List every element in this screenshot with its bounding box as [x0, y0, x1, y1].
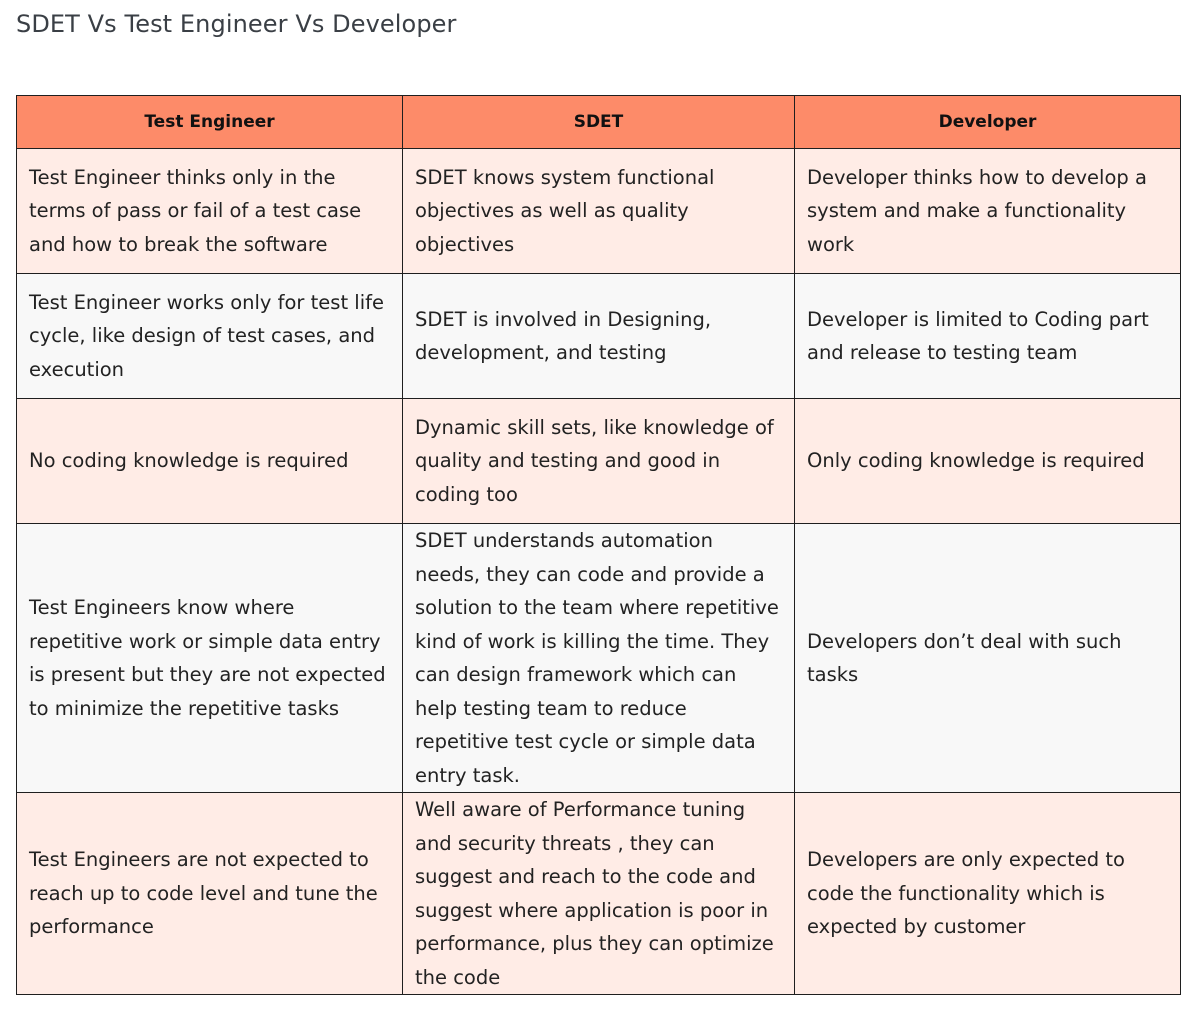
table-row [17, 399, 1181, 524]
column-header-test-engineer: Test Engineer [17, 96, 403, 149]
table-row [17, 793, 1181, 995]
table-header-row [17, 96, 1181, 149]
column-header-sdet: SDET [403, 96, 795, 149]
table-cell-sdet: Well aware of Performance tuning and security threats , they can suggest and reach to the code and suggest where application is poor in performance, plus they can optimize the code [403, 793, 795, 995]
table-cell-test-engineer: Test Engineer works only for test life cycle, like design of test cases, and execution [17, 274, 403, 399]
table-row [17, 274, 1181, 399]
page-title: SDET Vs Test Engineer Vs Developer [16, 10, 457, 38]
table-cell-test-engineer: Test Engineers know where repetitive work or simple data entry is present but they are not expected to minimize the repetitive tasks [17, 524, 403, 793]
table-cell-developer: Developers are only expected to code the functionality which is expected by customer [795, 793, 1181, 995]
table-cell-sdet: SDET knows system functional objectives as well as quality objectives [403, 149, 795, 274]
column-header-developer: Developer [795, 96, 1181, 149]
table-cell-sdet: SDET is involved in Designing, development, and testing [403, 274, 795, 399]
table-cell-test-engineer: Test Engineers are not expected to reach up to code level and tune the performance [17, 793, 403, 995]
table-cell-developer: Developer is limited to Coding part and release to testing team [795, 274, 1181, 399]
table-cell-developer: Only coding knowledge is required [795, 399, 1181, 524]
table-cell-sdet: SDET understands automation needs, they can code and provide a solution to the team where repetitive kind of work is killing the time. They can design framework which can help testing team to reduce repetitive test cycle or simple data entry task. [403, 524, 795, 793]
table-cell-test-engineer: No coding knowledge is required [17, 399, 403, 524]
table-cell-developer: Developers don’t deal with such tasks [795, 524, 1181, 793]
table-cell-developer: Developer thinks how to develop a system and make a functionality work [795, 149, 1181, 274]
table-row [17, 149, 1181, 274]
table-cell-sdet: Dynamic skill sets, like knowledge of quality and testing and good in coding too [403, 399, 795, 524]
table-row [17, 524, 1181, 793]
table-cell-test-engineer: Test Engineer thinks only in the terms of pass or fail of a test case and how to break the software [17, 149, 403, 274]
comparison-table [16, 95, 1181, 995]
